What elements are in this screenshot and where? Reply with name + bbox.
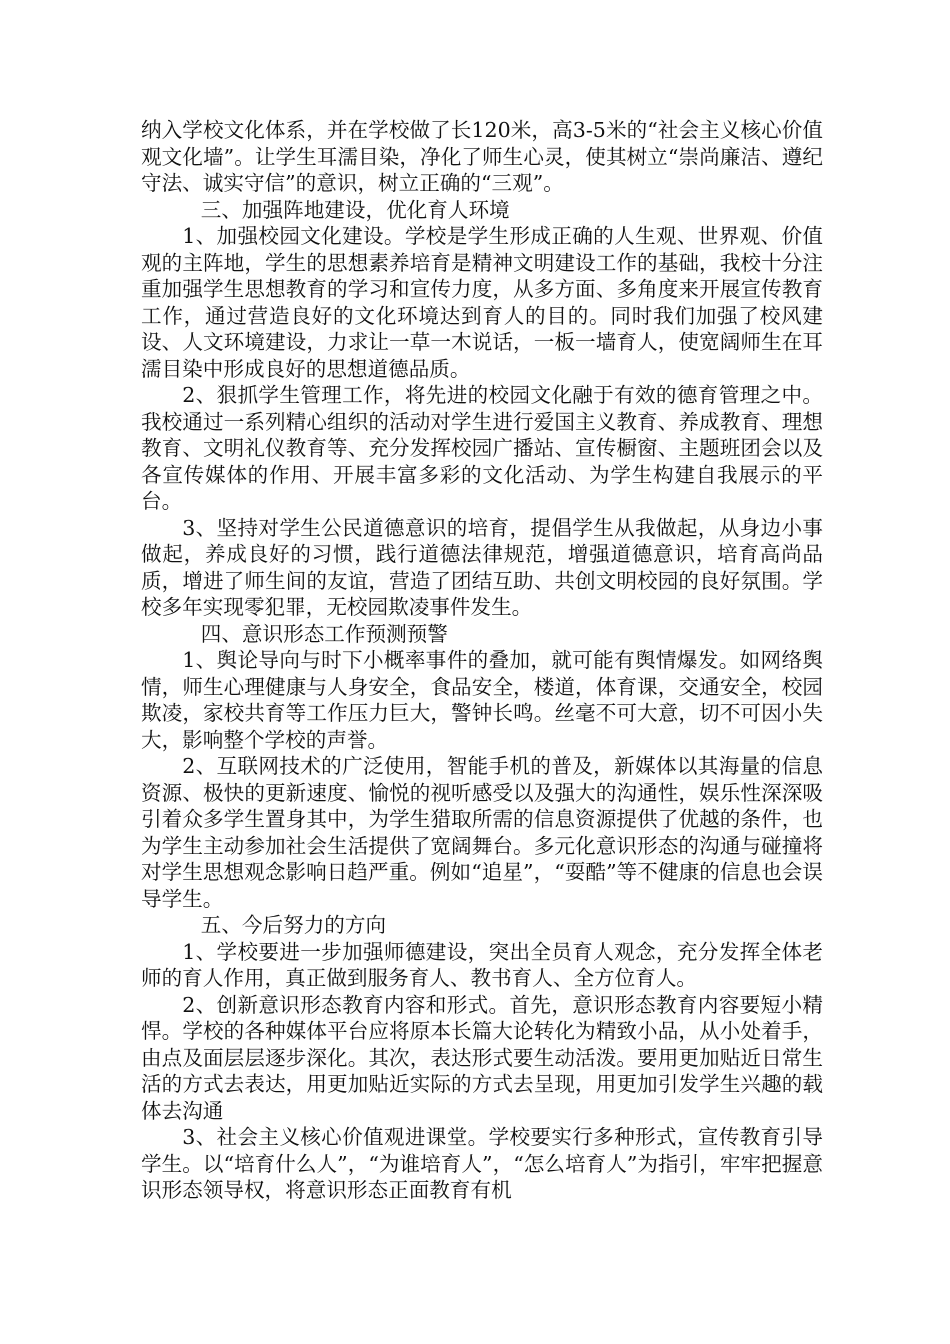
section-heading-5: 五、今后努力的方向 xyxy=(200,913,387,937)
paragraph-5-3: 3、社会主义核心价值观进课堂。学校要实行多种形式，宣传教育引导学生。以“培育什么人”，“为谁培育人”，“怎么培育人”为指引，牢牢把握意识形态领导权，将意识形态正面教育有机 xyxy=(141,1125,823,1202)
paragraph-3-1: 1、加强校园文化建设。学校是学生形成正确的人生观、世界观、价值观的主阵地，学生的思想素养培育是精神文明建设工作的基础，我校十分注重加强学生思想教育的学习和宣传力度，从多方面、多角度来开展宣传教育工作，通过营造良好的文化环境达到育人的目的。同时我们加强了校风建设、人文环境建设，力求让一草一木说话，一板一墙育人，使宽阔师生在耳濡目染中形成良好的思想道德品质。 xyxy=(141,224,823,381)
section-heading-3: 三、加强阵地建设，优化育人环境 xyxy=(200,197,510,222)
paragraph-5-1: 1、学校要进一步加强师德建设，突出全员育人观念，充分发挥全体老师的育人作用，真正做到服务育人、教书育人、全方位育人。 xyxy=(141,939,823,990)
paragraph-3-2: 2、狠抓学生管理工作，将先进的校园文化融于有效的德育管理之中。我校通过一系列精心组织的活动对学生进行爱国主义教育、养成教育、理想教育、文明礼仪教育等、充分发挥校园广播站、宣传橱窗、主题班团会以及各宣传媒体的作用、开展丰富多彩的文化活动、为学生构建自我展示的平台。 xyxy=(141,383,823,513)
paragraph-3-3: 3、坚持对学生公民道德意识的培育，提倡学生从我做起，从身边小事做起，养成良好的习惯，践行道德法律规范，增强道德意识，培育高尚品质，增进了师生间的友谊，营造了团结互助、共创文明校园的良好氛围。学校多年实现零犯罪，无校园欺凌事件发生。 xyxy=(141,515,823,619)
document-body xyxy=(141,117,823,1204)
section-heading-4: 四、意识形态工作预测预警 xyxy=(200,621,448,646)
paragraph-4-1: 1、舆论导向与时下小概率事件的叠加，就可能有舆情爆发。如网络舆情，师生心理健康与人身安全，食品安全，楼道，体育课，交通安全，校园欺凌，家校共育等工作压力巨大，警钟长鸣。丝毫不可大意，切不可因小失大，影响整个学校的声誉。 xyxy=(141,648,823,752)
paragraph-continuation: 纳入学校文化体系，并在学校做了长120米，高3-5米的“社会主义核心价值观文化墙”。让学生耳濡目染，净化了师生心灵，使其树立“崇尚廉洁、遵纪守法、诚实守信”的意识，树立正确的“三观”。 xyxy=(141,118,823,195)
paragraph-4-2: 2、互联网技术的广泛使用，智能手机的普及，新媒体以其海量的信息资源、极快的更新速度、愉悦的视听感受以及强大的沟通性，娱乐性深深吸引着众多学生置身其中，为学生猎取所需的信息资源提供了优越的条件，也为学生主动参加社会生活提供了宽阔舞台。多元化意识形态的沟通与碰撞将对学生思想观念影响日趋严重。例如“追星”，“耍酷”等不健康的信息也会误导学生。 xyxy=(141,754,823,911)
paragraph-5-2: 2、创新意识形态教育内容和形式。首先，意识形态教育内容要短小精悍。学校的各种媒体平台应将原本长篇大论转化为精致小品，从小处着手，由点及面层层逐步深化。其次，表达形式要生动活泼。要用更加贴近日常生活的方式去表达，用更加贴近实际的方式去呈现，用更加引发学生兴趣的载体去沟通 xyxy=(141,992,823,1123)
